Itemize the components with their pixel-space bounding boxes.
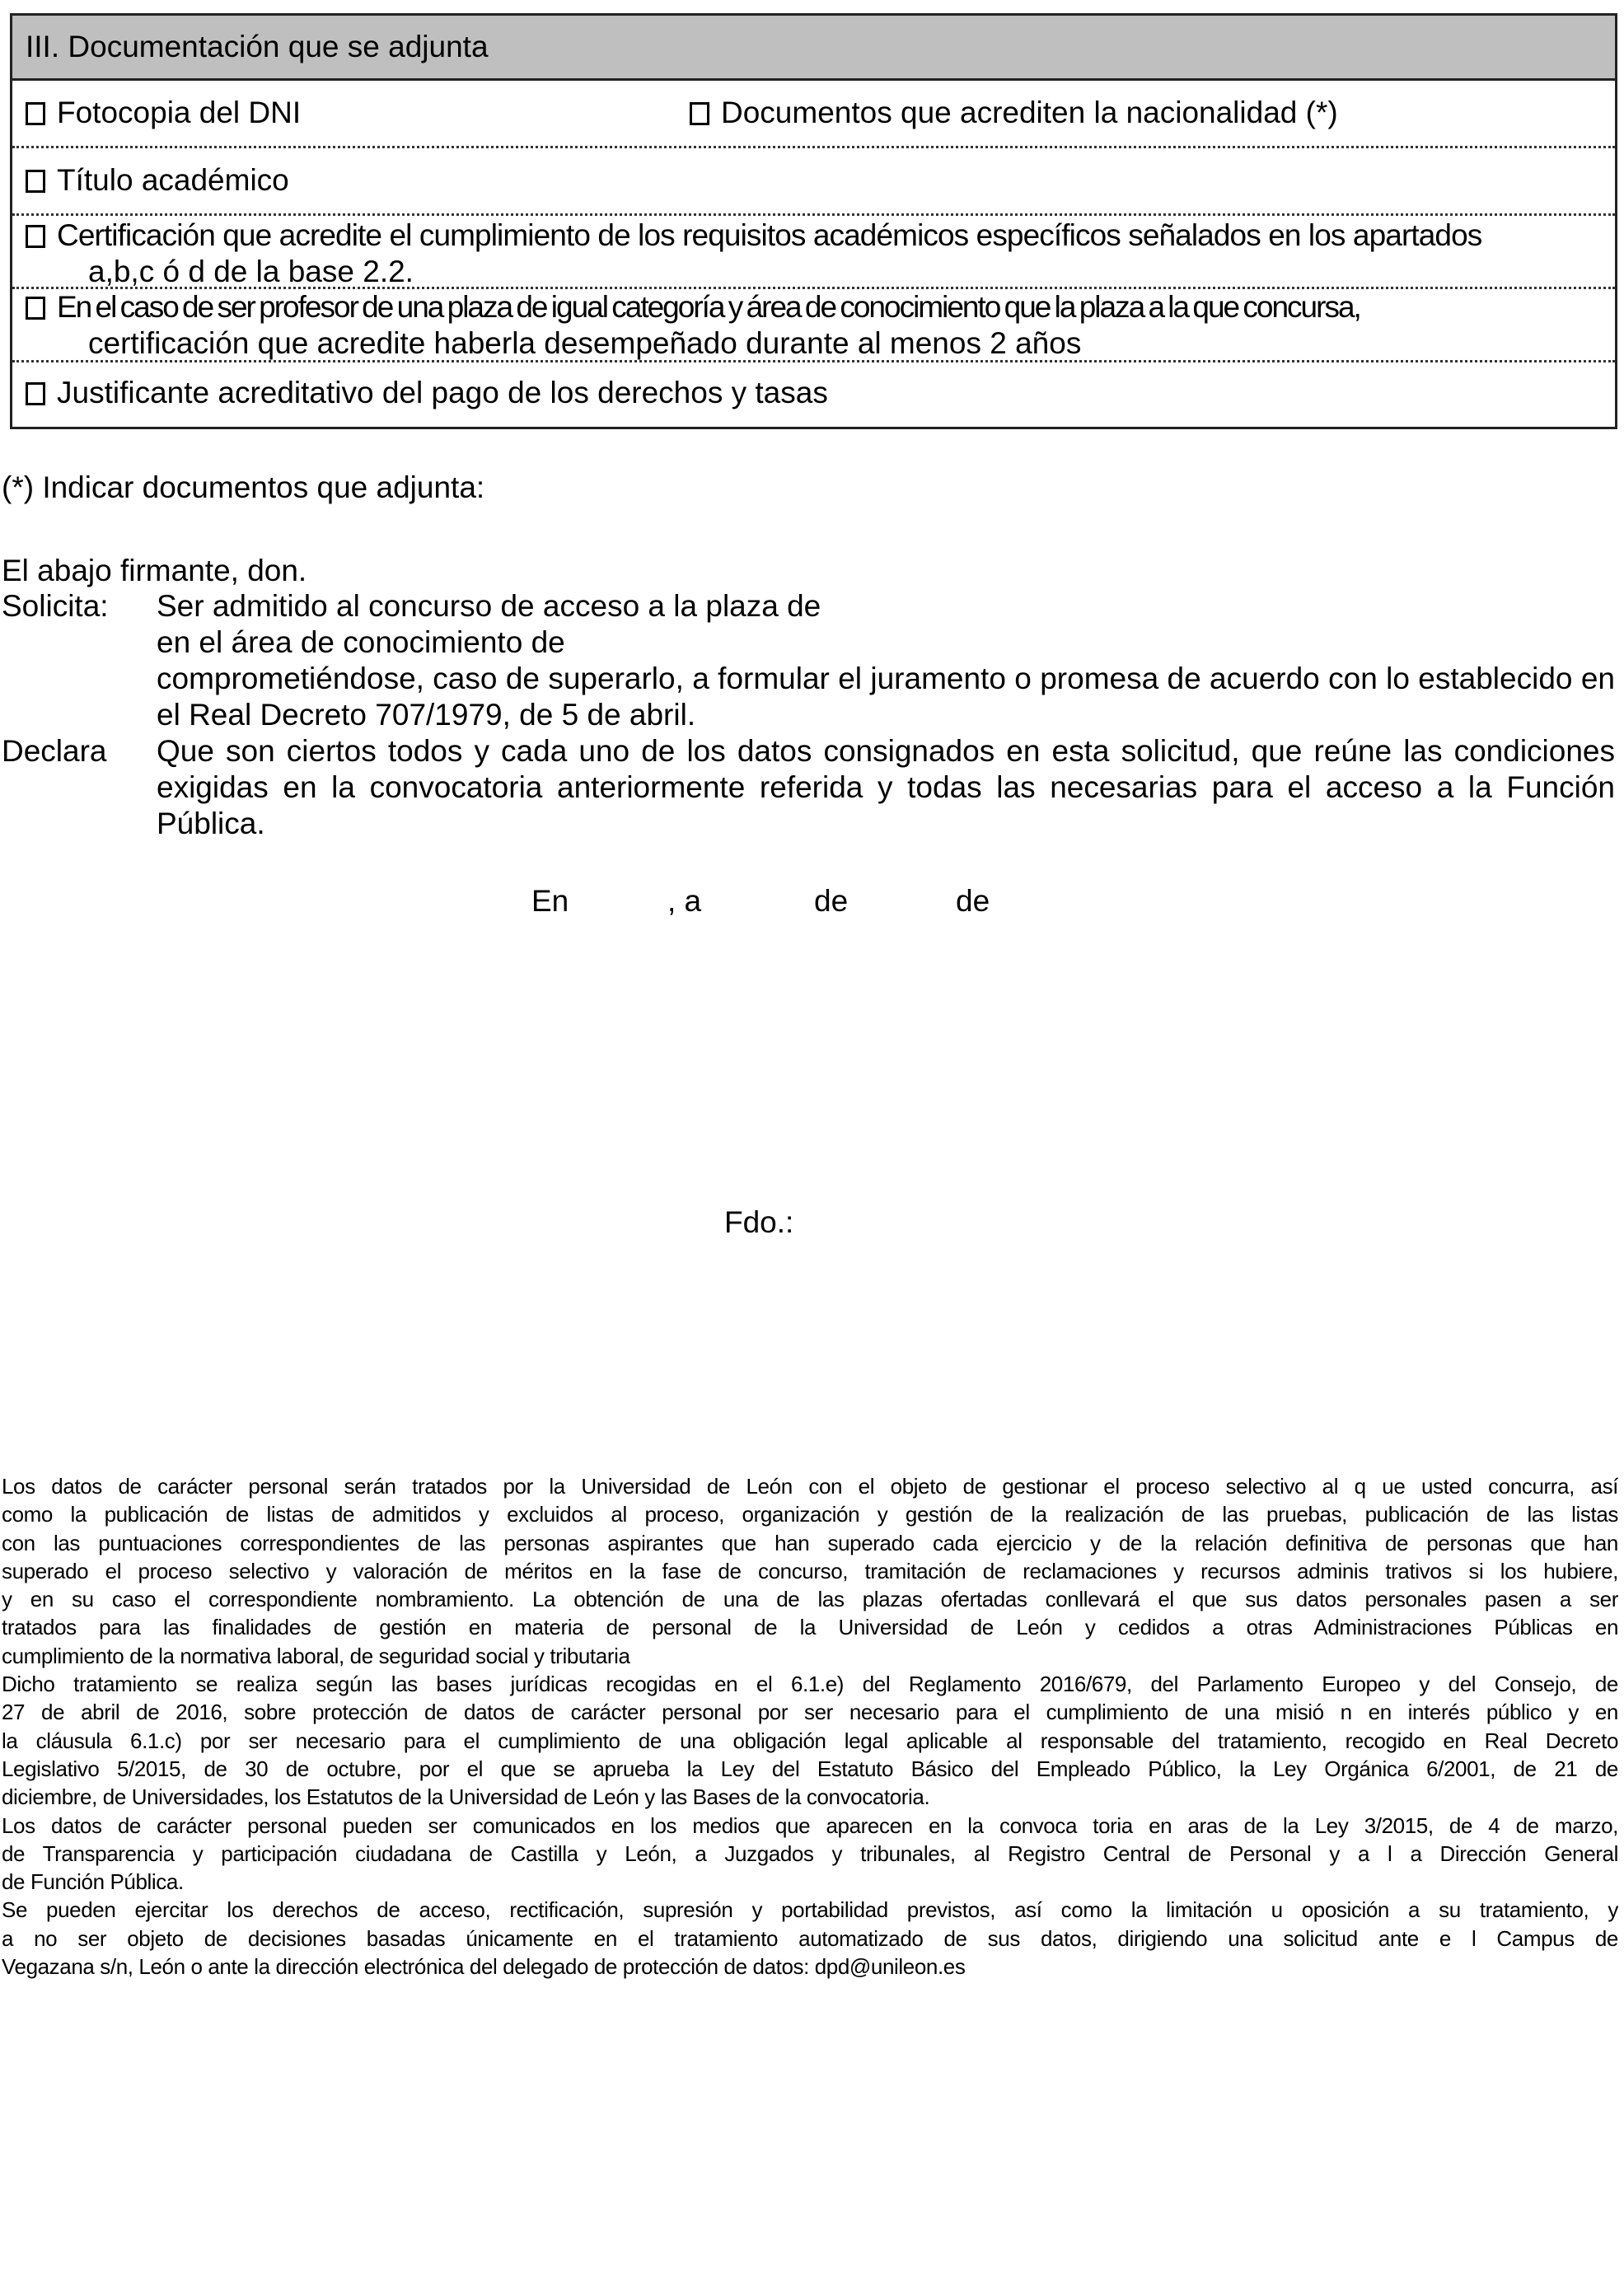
footer-line: diciembre, de Universidades, los Estatutos de la Universidad de León y las Bases de la convocatoria. xyxy=(2,1784,930,1810)
footer-line: cumplimiento de la normativa laboral, de seguridad social y tributaria xyxy=(2,1643,630,1668)
documentation-section xyxy=(10,13,1617,429)
checkbox-icon[interactable] xyxy=(26,170,45,193)
place-en: En xyxy=(531,884,569,918)
checkbox-label: Certificación que acredite el cumplimiento de los requisitos académicos específicos señalados en los apartados xyxy=(57,218,1482,252)
signer-line: El abajo firmante, don. xyxy=(2,554,307,587)
footer-line: Los datos de carácter personal serán tratados por la Universidad de León con el objeto de gestionar el proceso selectivo al q ue usted concurra, así xyxy=(2,1474,1618,1499)
declara-paragraph: Que son ciertos todos y cada uno de los datos consignados en esta solicitud, que reúne las condiciones exigidas en la convocatoria anteriormente referida y todas las necesarias para el acceso a la Función Pública. xyxy=(157,734,1615,840)
row-dni-nationality xyxy=(12,81,1615,148)
data-protection-footer xyxy=(2,1472,1618,1981)
footer-line: tratados para las finalidades de gestión en materia de personal de la Universidad de León y cedidos a otras Administraciones Públicas en xyxy=(2,1615,1618,1640)
footer-line: como la publicación de listas de admitidos y excluidos al proceso, organización y gestión de la realización de las pruebas, publicación de las listas xyxy=(2,1502,1618,1527)
checkbox-item[interactable] xyxy=(690,96,1338,130)
checkbox-label: En el caso de ser profesor de una plaza de igual categoría y área de conocimiento que la plaza a la que concursa, xyxy=(57,290,1360,324)
checkbox-label-cont: certificación que acredite haberla desempeñado durante al menos 2 años xyxy=(88,326,1082,360)
checkbox-item[interactable] xyxy=(26,289,1607,362)
checkbox-icon[interactable] xyxy=(690,102,709,125)
footer-line: Vegazana s/n, León o ante la dirección electrónica del delegado de protección de datos: dpd@unileon.es xyxy=(2,1954,966,1980)
checkbox-item[interactable] xyxy=(26,96,301,130)
checkbox-icon[interactable] xyxy=(26,297,45,320)
solicita-line: en el área de conocimiento de xyxy=(157,625,565,659)
row-titulo xyxy=(12,148,1615,216)
footer-line: Legislativo 5/2015, de 30 de octubre, por el que se aprueba la Ley del Estatuto Básico del Empleado Público, la Ley Orgánica 6/2001, de 21 de xyxy=(2,1756,1618,1781)
footer-line: Los datos de carácter personal pueden ser comunicados en los medios que aparecen en la convoca toria en aras de la Ley 3/2015, de 4 de marzo, xyxy=(2,1812,1618,1838)
solicita-line: Ser admitido al concurso de acceso a la plaza de xyxy=(157,589,821,623)
checkbox-label: Justificante acreditativo del pago de los derechos y tasas xyxy=(57,376,828,409)
checkbox-label: Documentos que acrediten la nacionalidad (*) xyxy=(721,96,1338,129)
date-de-2: de xyxy=(956,884,990,918)
solicita-paragraph: comprometiéndose, caso de superarlo, a formular el juramento o promesa de acuerdo con lo establecido en el Real Decreto 707/1979, de 5 de abril. xyxy=(157,662,1615,732)
checkbox-item[interactable] xyxy=(26,217,1607,290)
checkbox-icon[interactable] xyxy=(26,382,45,405)
row-justificante xyxy=(12,362,1615,427)
date-de-1: de xyxy=(814,884,849,918)
footer-line: y en su caso el correspondiente nombramiento. La obtención de una de las plazas ofertadas conllevará el que sus datos personales pasen a ser xyxy=(2,1587,1618,1612)
checkbox-label-cont: a,b,c ó d de la base 2.2. xyxy=(88,255,414,288)
footer-line: de Función Pública. xyxy=(2,1869,184,1895)
footer-line: de Transparencia y participación ciudadana de Castilla y León, a Juzgados y tribunales, al Registro Central de Personal y a l a Dirección General xyxy=(2,1840,1618,1866)
attached-documents-note: (*) Indicar documentos que adjunta: xyxy=(2,470,485,504)
footer-line: a no ser objeto de decisiones basadas únicamente en el tratamiento automatizado de sus datos, dirigiendo una solicitud ante e l Campus de xyxy=(2,1925,1618,1951)
row-profesor xyxy=(12,289,1615,362)
footer-line: con las puntuaciones correspondientes de las personas aspirantes que han superado cada ejercicio y de la relación definitiva de personas que han xyxy=(2,1530,1618,1555)
declara-label: Declara xyxy=(2,734,107,768)
checkbox-item[interactable] xyxy=(26,376,828,410)
checkbox-label: Fotocopia del DNI xyxy=(57,96,302,129)
checkbox-label: Título académico xyxy=(57,163,289,197)
footer-line: Dicho tratamiento se realiza según las bases jurídicas recogidas en el 6.1.e) del Reglamento 2016/679, del Parlamento Europeo y del Consejo, de xyxy=(2,1672,1618,1697)
checkbox-item[interactable] xyxy=(26,163,289,198)
checkbox-icon[interactable] xyxy=(26,102,45,125)
solicita-label: Solicita: xyxy=(2,589,109,623)
section-title: III. Documentación que se adjunta xyxy=(12,16,1615,81)
footer-line: Se pueden ejercitar los derechos de acceso, rectificación, supresión y portabilidad previstos, así como la limitación u oposición a su tratamiento, y xyxy=(2,1897,1618,1923)
footer-line: la cláusula 6.1.c) por ser necesario para el cumplimiento de una obligación legal aplicable al responsable del tratamiento, recogido en Real Decreto xyxy=(2,1728,1618,1753)
footer-line: superado el proceso selectivo y valoración de méritos en la fase de concurso, tramitación de reclamaciones y recursos adminis trativos si los hubiere, xyxy=(2,1558,1618,1583)
footer-line: 27 de abril de 2016, sobre protección de datos de carácter personal por ser necesario para el cumplimiento de una misió n en interés público y en xyxy=(2,1700,1618,1725)
row-certificacion xyxy=(12,216,1615,289)
checkbox-icon[interactable] xyxy=(26,225,45,248)
signature-label: Fdo.: xyxy=(724,1205,794,1239)
date-a: , a xyxy=(667,884,702,918)
